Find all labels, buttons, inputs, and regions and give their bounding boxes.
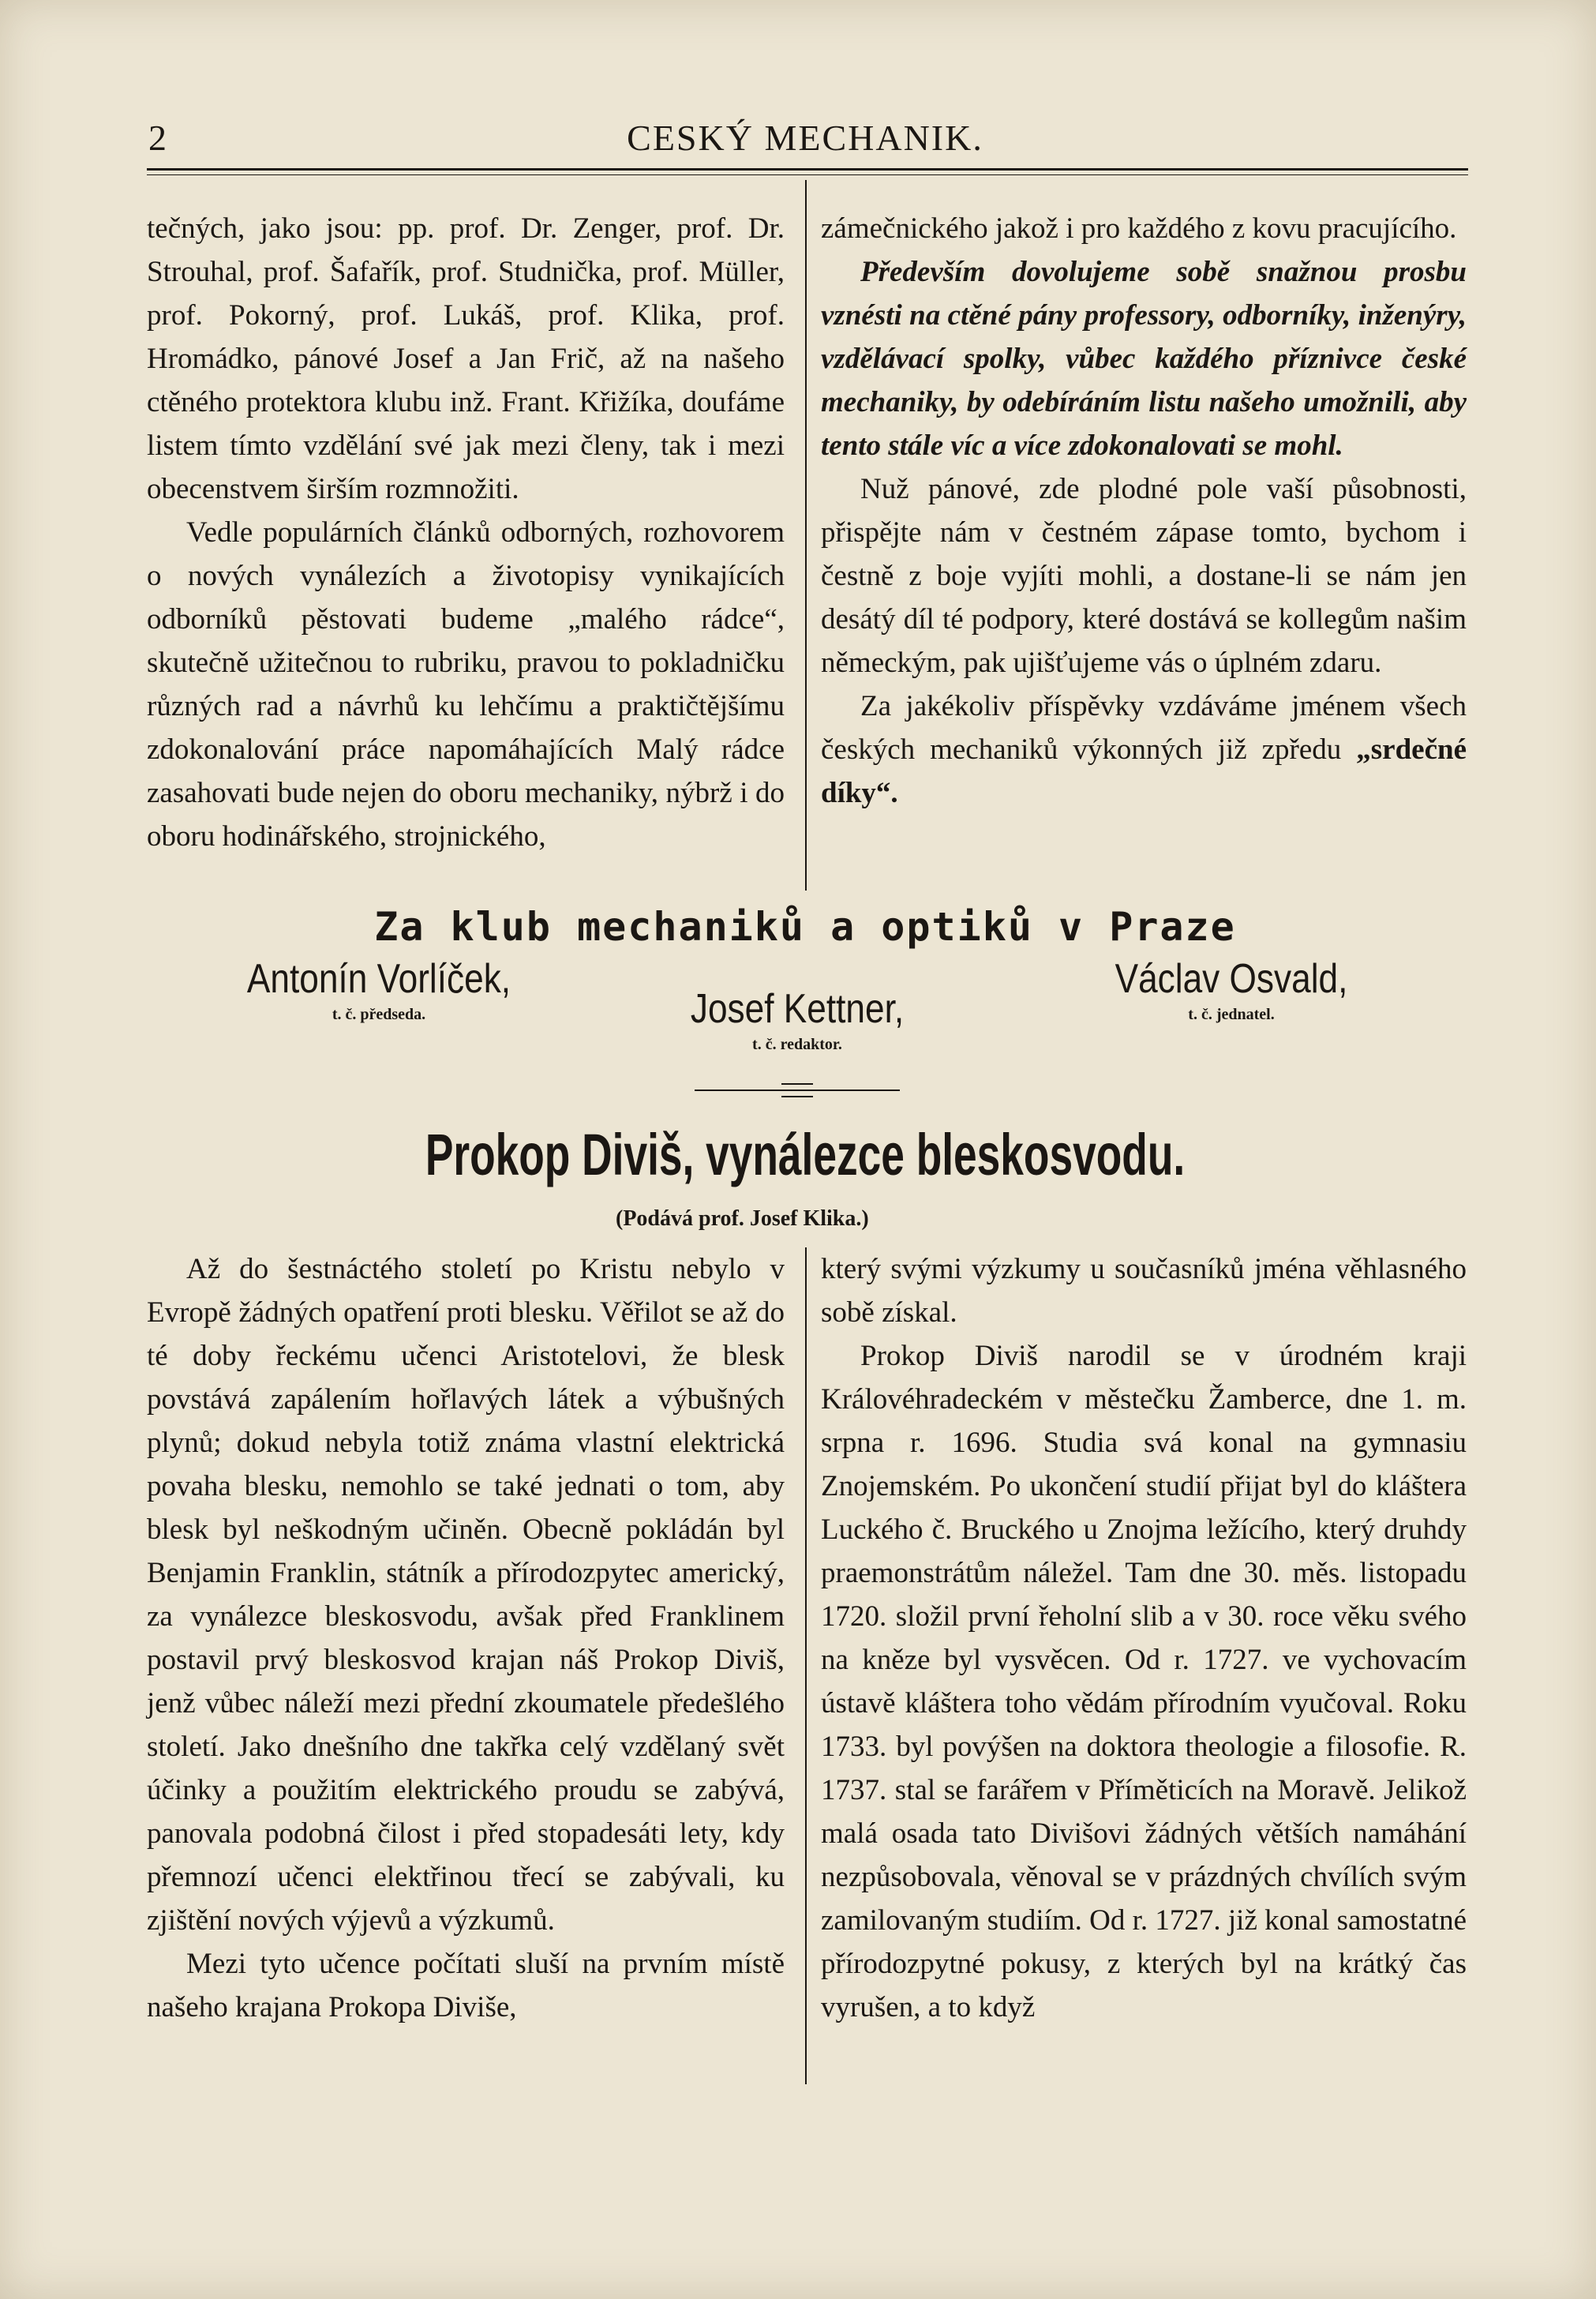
signature-name: Václav Osvald, xyxy=(1115,956,1348,1002)
page-header xyxy=(142,117,1468,164)
club-heading: Za klub mechaniků a optiků v Praze xyxy=(374,904,1236,950)
signature-role: t. č. jednatel. xyxy=(1188,1006,1275,1023)
intro-closing xyxy=(821,684,1467,815)
header-rule-thin xyxy=(147,174,1468,175)
article-paragraph: Až do šestnáctého století po Kristu nebylo v Evropě žádných opatření proti blesku. Věřilot se až do té doby řeckému učenci Aristotelovi, že blesk povstává zapálením hořlavých látek a výbušných plynů; dokud nebyla totiž známa vlastní elektrická povaha blesku, nemohlo se také jednati o tom, aby blesk byl neškodným učiněn. Obecně pokládán byl Benjamin Franklin, státník a přírodozpytec americký, za vynálezce bleskosvodu, avšak před Franklinem postavil prvý bleskosvod krajan náš Prokop Diviš, jenž vůbec náleží mezi přední zkoumatele předešlého století. Jako dnešního dne takřka celý vzdělaný svět účinky a použitím elektrického proudu se zabývá, panovala podobná čilost i před stopadesáti lety, kdy přemnozí učenci elektřinou třecí se zabývali, ku zjištění nových výjevů a výzkumů. xyxy=(147,1253,785,1937)
intro-paragraph: Vedle populárních článků odborných, rozhovorem o nových vynálezích a životopisy vynikajících odborníků pěstovati budeme „malého rádce“, skutečně užitečnou to rubriku, pravou to pokladničku různých rad a návrhů ku lehčímu a praktičtějšímu zdokonalování práce napomáhajících Malý rádce zasahovati bude nejen do oboru mechaniky, nýbrž i do oboru hodinářského, strojnického, xyxy=(147,516,785,853)
article-left-column xyxy=(147,1247,785,2029)
article-paragraph: Prokop Diviš narodil se v úrodném kraji Královéhradeckém v městečku Žamberce, dne 1. m. srpna r. 1696. Studia svá konal na gymnasiu Znojemském. Po ukončení studií přijat byl do kláštera Luckého č. Bruckého u Znojma ležícího, který druhdy praemonstrátům náležel. Tam dne 30. měs. listopadu 1720. složil první řeholní slib a v 30. roce věku svého na kněze byl vysvěcen. Od r. 1727. ve vychovacím ústavě kláštera toho vědám přírodním vyučoval. Roku 1733. byl povýšen na doktora theologie a filosofie. R. 1737. stal se farářem v Příměticích na Moravě. Jelikož malá osada tato Divišovi žádných větších namáhání nezpůsobovala, věnoval se v prázdných chvílích svým zamilovaným studiím. Od r. 1727. již konal samostatné přírodozpytné pokusy, z kterých byl na krátký čas vyrušen, a to když xyxy=(821,1340,1467,2023)
intro-paragraph: tečných, jako jsou: pp. prof. Dr. Zenger, prof. Dr. Strouhal, prof. Šafařík, prof. Studnička, prof. Müller, prof. Pokorný, prof. Lukáš, prof. Klika, prof. Hromádko, pánové Josef a Jan Frič, až na našeho ctěného protektora klubu inž. Frant. Křižíka, doufáme listem tímto vzdělání své jak mezi členy, tak i mezi obecenstvem širším rozmnožiti. xyxy=(147,212,785,505)
intro-left-column xyxy=(147,207,785,858)
article-paragraph: který svými výzkumy u současníků jména věhlasného sobě získal. xyxy=(821,1253,1467,1329)
article-paragraph: Mezi tyto učence počítati sluší na prvním místě našeho krajana Prokopa Diviše, xyxy=(147,1948,785,2023)
article-byline: (Podává prof. Josef Klika.) xyxy=(616,1206,869,1231)
signature-role: t. č. předseda. xyxy=(332,1006,426,1023)
header-rule xyxy=(147,168,1468,171)
section-divider-ornament xyxy=(781,1083,813,1097)
page-number: 2 xyxy=(148,118,167,158)
signature-name: Antonín Vorlíček, xyxy=(246,956,511,1002)
intro-closing-text: Za jakékoliv příspěvky vzdáváme jménem všech českých mechaniků výkonných již zpředu xyxy=(821,690,1467,766)
signature-vorlicek xyxy=(197,955,560,1024)
running-title: CESKÝ MECHANIK. xyxy=(627,118,983,158)
article-title: Prokop Diviš, vynálezce bleskosvodu. xyxy=(425,1122,1186,1187)
article-right-column xyxy=(821,1247,1467,2029)
signature-role: t. č. redaktor. xyxy=(752,1036,842,1053)
column-rule xyxy=(805,1247,807,2084)
intro-closing-thanks: „srdečné díky“. xyxy=(821,733,1467,809)
signature-name: Josef Kettner, xyxy=(690,986,905,1032)
intro-paragraph: Nuž pánové, zde plodné pole vaší působnosti, přispějte nám v čestném zápase tomto, bychom i čestně z boje vyjíti mohli, a dostane-li se nám jen desátý díl té podpory, které dostává se kollegům našim německým, pak ujišťujeme vás o úplném zdaru. xyxy=(821,473,1467,679)
signature-kettner xyxy=(631,985,963,1054)
column-rule xyxy=(805,180,807,891)
intro-right-column xyxy=(821,207,1467,815)
intro-paragraph: zámečnického jakož i pro každého z kovu pracujícího. xyxy=(821,212,1457,245)
signature-osvald xyxy=(1050,955,1413,1024)
intro-appeal: Především dovolujeme sobě snažnou prosbu vznésti na ctěné pány professory, odborníky, inženýry, vzdělávací spolky, vůbec každého příznivce české mechaniky, by odebíráním listu našeho umožnili, aby tento stále víc a více zdokonalovati se mohl. xyxy=(821,256,1467,462)
